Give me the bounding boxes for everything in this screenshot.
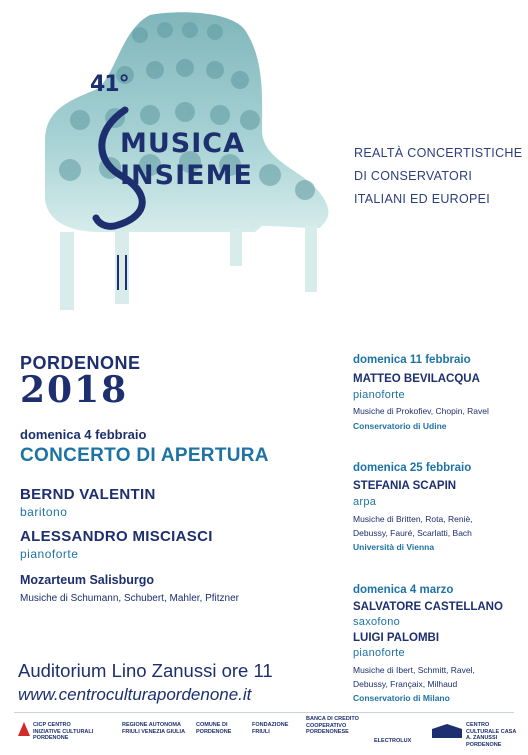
venue-info: Auditorium Lino Zanussi ore 11 — [18, 660, 273, 681]
sponsor-name: CENTRO CULTURALE CASA A. ZANUSSI PORDENONE — [466, 722, 517, 748]
performer-name: LUIGI PALOMBI — [353, 632, 440, 644]
sponsor-logo-cicp — [18, 722, 98, 742]
year-heading: 2018 — [20, 369, 129, 411]
performer-name: SALVATORE CASTELLANO — [353, 601, 503, 613]
sponsor-logo-comune: COMUNE DI PORDENONE — [196, 722, 232, 735]
performer-name: BERND VALENTIN — [20, 486, 156, 503]
sponsor-logo-bcc: BANCA DI CREDITO COOPERATIVO PORDENONESE — [306, 716, 359, 735]
tagline-line: DI CONSERVATORI — [354, 169, 473, 183]
logo-title-line2: INSIEME — [120, 160, 253, 191]
piano-legs — [60, 226, 317, 310]
building-icon — [432, 724, 462, 738]
cicp-icon — [18, 722, 30, 736]
sponsor-divider — [14, 712, 514, 713]
program-works: Debussy, Fauré, Scarlatti, Bach — [353, 528, 472, 538]
conservatory-name: Conservatorio di Milano — [353, 693, 450, 703]
concert-date: domenica 11 febbraio — [353, 354, 471, 366]
performer-name: ALESSANDRO MISCIASCI — [20, 528, 213, 545]
opening-date: domenica 4 febbraio — [20, 427, 147, 442]
edition-number: 41° — [90, 72, 129, 97]
sponsor-logo-fondazione: FONDAZIONE FRIULI — [252, 722, 289, 735]
program-works: Musiche di Prokofiev, Chopin, Ravel — [353, 406, 489, 416]
program-works: Musiche di Schumann, Schubert, Mahler, Pfitzner — [20, 593, 239, 604]
performer-instrument: baritono — [20, 505, 68, 519]
website-link[interactable]: www.centroculturapordenone.it — [18, 685, 252, 704]
tagline-line: REALTÀ CONCERTISTICHE — [354, 146, 523, 160]
sponsor-logo-regione: REGIONE AUTONOMA FRIULI VENEZIA GIULIA — [122, 722, 186, 735]
concert-date: domenica 4 marzo — [353, 584, 454, 596]
sponsor-logo-casa-zanussi — [432, 722, 522, 748]
performer-instrument: pianoforte — [20, 547, 79, 561]
sponsor-logo-electrolux: ELECTROLUX — [374, 738, 412, 744]
program-works: Musiche di Ibert, Schmitt, Ravel, — [353, 665, 475, 675]
conservatory-name: Conservatorio di Udine — [353, 421, 447, 431]
performer-name: MATTEO BEVILACQUA — [353, 373, 480, 385]
opening-title: CONCERTO DI APERTURA — [20, 445, 269, 466]
performer-instrument: arpa — [353, 496, 377, 508]
tagline-line: ITALIANI ED EUROPEI — [354, 192, 491, 206]
performer-instrument: saxofono — [353, 616, 401, 628]
conservatory-name: Università di Vienna — [353, 542, 435, 552]
program-works: Debussy, Françaix, Milhaud — [353, 679, 458, 689]
performer-instrument: pianoforte — [353, 647, 405, 659]
city-heading: PORDENONE — [20, 353, 141, 373]
concert-date: domenica 25 febbraio — [353, 462, 472, 474]
performer-instrument: pianoforte — [353, 389, 405, 401]
logo-title-line1: MUSICA — [120, 128, 245, 159]
program-works: Musiche di Britten, Rota, Reniè, — [353, 514, 473, 524]
sponsor-name: CICP CENTRO INIZIATIVE CULTURALI PORDENONE — [33, 722, 94, 741]
ensemble-name: Mozarteum Salisburgo — [20, 573, 155, 587]
performer-name: STEFANIA SCAPIN — [353, 480, 457, 492]
